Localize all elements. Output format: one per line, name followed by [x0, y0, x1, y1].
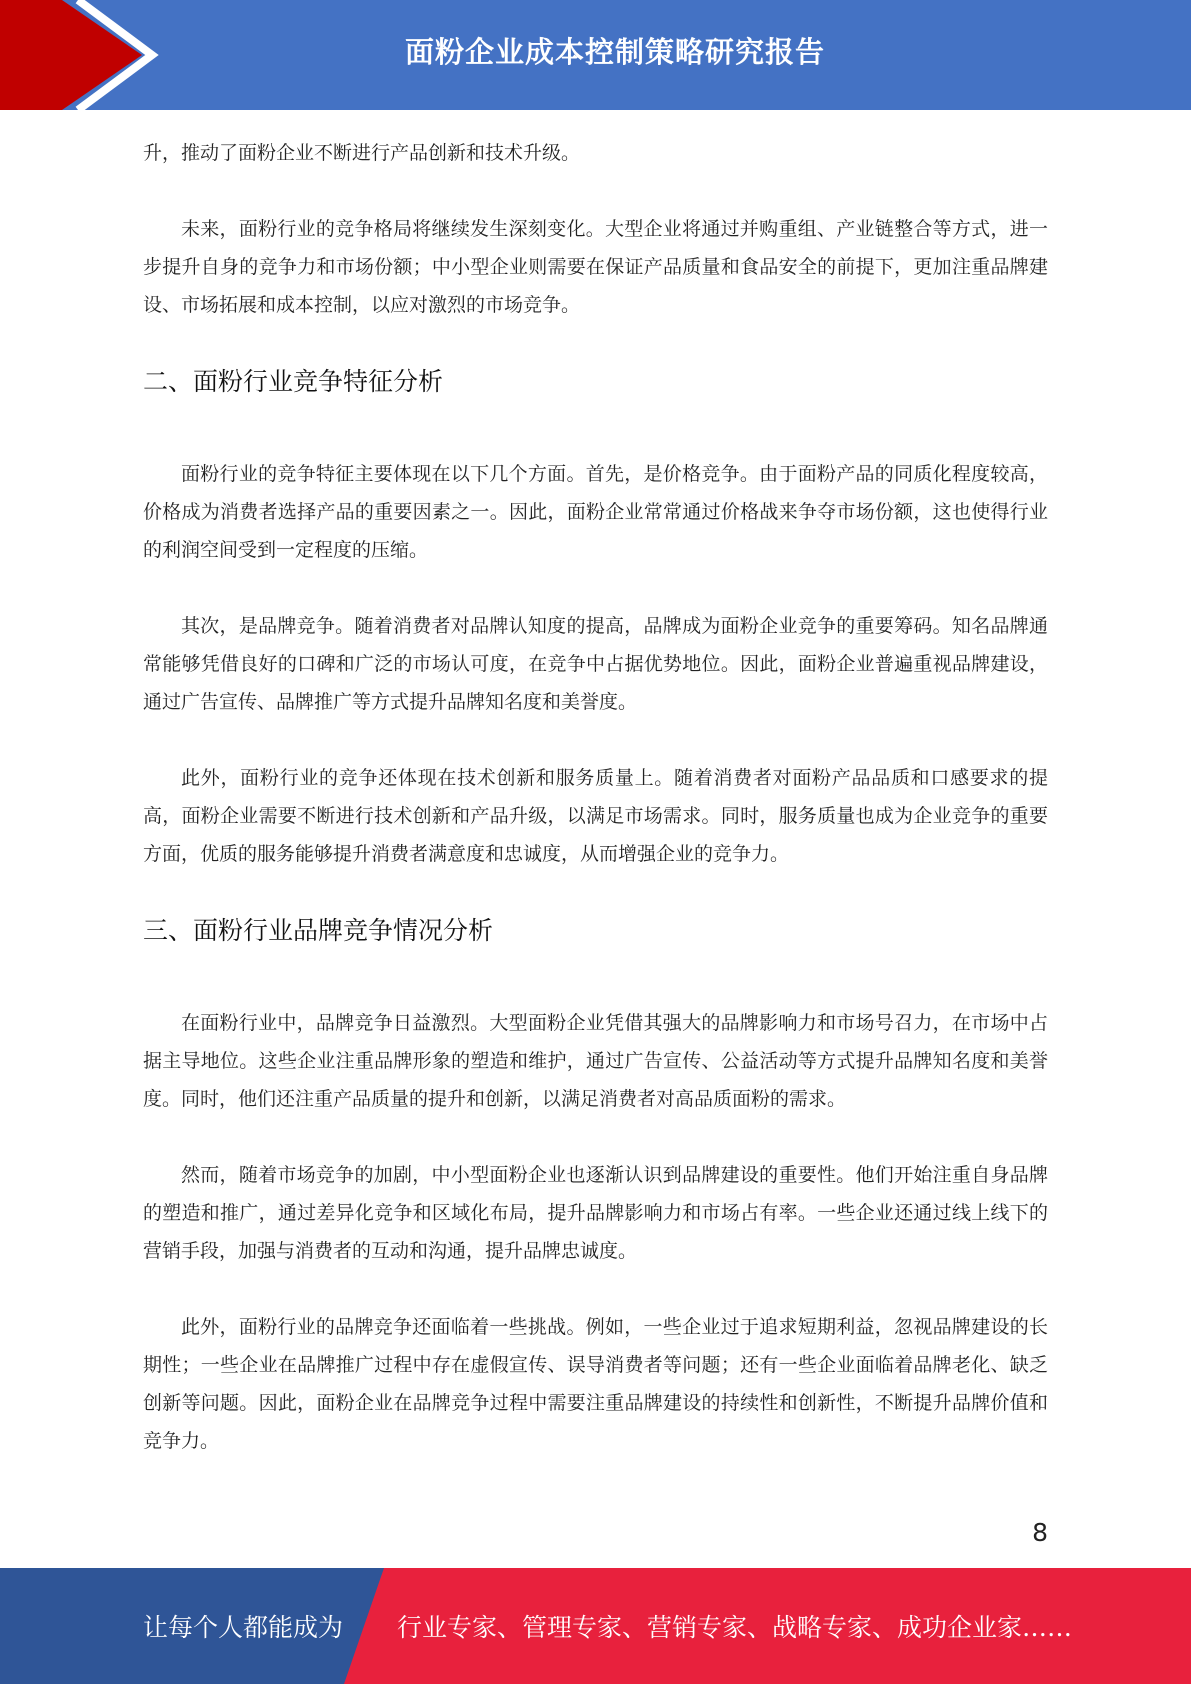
document-body [143, 134, 1048, 1460]
paragraph-challenges: 此外，面粉行业的品牌竞争还面临着一些挑战。例如，一些企业过于追求短期利益，忽视品牌建设的长期性；一些企业在品牌推广过程中存在虚假宣传、误导消费者等问题；还有一些企业面临着品牌老化、缺乏创新等问题。因此，面粉企业在品牌竞争过程中需要注重品牌建设的持续性和创新性，不断提升品牌价值和竞争力。 [143, 1316, 1048, 1452]
section-heading-brand-competition: 三、面粉行业品牌竞争情况分析 [143, 916, 494, 945]
paragraph-large-enterprises: 在面粉行业中，品牌竞争日益激烈。大型面粉企业凭借其强大的品牌影响力和市场号召力，在市场中占据主导地位。这些企业注重品牌形象的塑造和维护，通过广告宣传、公益活动等方式提升品牌知名度和美誉度。同时，他们还注重产品质量的提升和创新，以满足消费者对高品质面粉的需求。 [143, 1012, 1048, 1110]
page-number: 8 [1032, 1518, 1048, 1547]
paragraph-tech-service: 此外，面粉行业的竞争还体现在技术创新和服务质量上。随着消费者对面粉产品品质和口感要求的提高，面粉企业需要不断进行技术创新和产品升级，以满足市场需求。同时，服务质量也成为企业竞争的重要方面，优质的服务能够提升消费者满意度和忠诚度，从而增强企业的竞争力。 [143, 767, 1048, 865]
header-title: 面粉企业成本控制策略研究报告 [404, 34, 825, 69]
paragraph-continued: 升，推动了面粉企业不断进行产品创新和技术升级。 [143, 142, 581, 164]
paragraph-brand-competition: 其次，是品牌竞争。随着消费者对品牌认知度的提高，品牌成为面粉企业竞争的重要筹码。知名品牌通常能够凭借良好的口碑和广泛的市场认可度，在竞争中占据优势地位。因此，面粉企业普遍重视品牌建设，通过广告宣传、品牌推广等方式提升品牌知名度和美誉度。 [143, 615, 1048, 713]
paragraph-small-enterprises: 然而，随着市场竞争的加剧，中小型面粉企业也逐渐认识到品牌建设的重要性。他们开始注重自身品牌的塑造和推广，通过差异化竞争和区域化布局，提升品牌影响力和市场占有率。一些企业还通过线上线下的营销手段，加强与消费者的互动和沟通，提升品牌忠诚度。 [143, 1164, 1048, 1262]
footer-slogan-left: 让每个人都能成为 [143, 1613, 344, 1642]
paragraph-price-competition: 面粉行业的竞争特征主要体现在以下几个方面。首先，是价格竞争。由于面粉产品的同质化程度较高，价格成为消费者选择产品的重要因素之一。因此，面粉企业常常通过价格战来争夺市场份额，这也使得行业的利润空间受到一定程度的压缩。 [143, 463, 1048, 561]
section-heading-competition-features: 二、面粉行业竞争特征分析 [143, 367, 444, 396]
page-footer [0, 1568, 1191, 1684]
paragraph-future: 未来，面粉行业的竞争格局将继续发生深刻变化。大型企业将通过并购重组、产业链整合等方式，进一步提升自身的竞争力和市场份额；中小型企业则需要在保证产品质量和食品安全的前提下，更加注重品牌建设、市场拓展和成本控制，以应对激烈的市场竞争。 [143, 218, 1048, 316]
footer-slogan-right: 行业专家、管理专家、营销专家、战略专家、成功企业家…… [397, 1613, 1073, 1642]
page-header [0, 0, 1191, 110]
